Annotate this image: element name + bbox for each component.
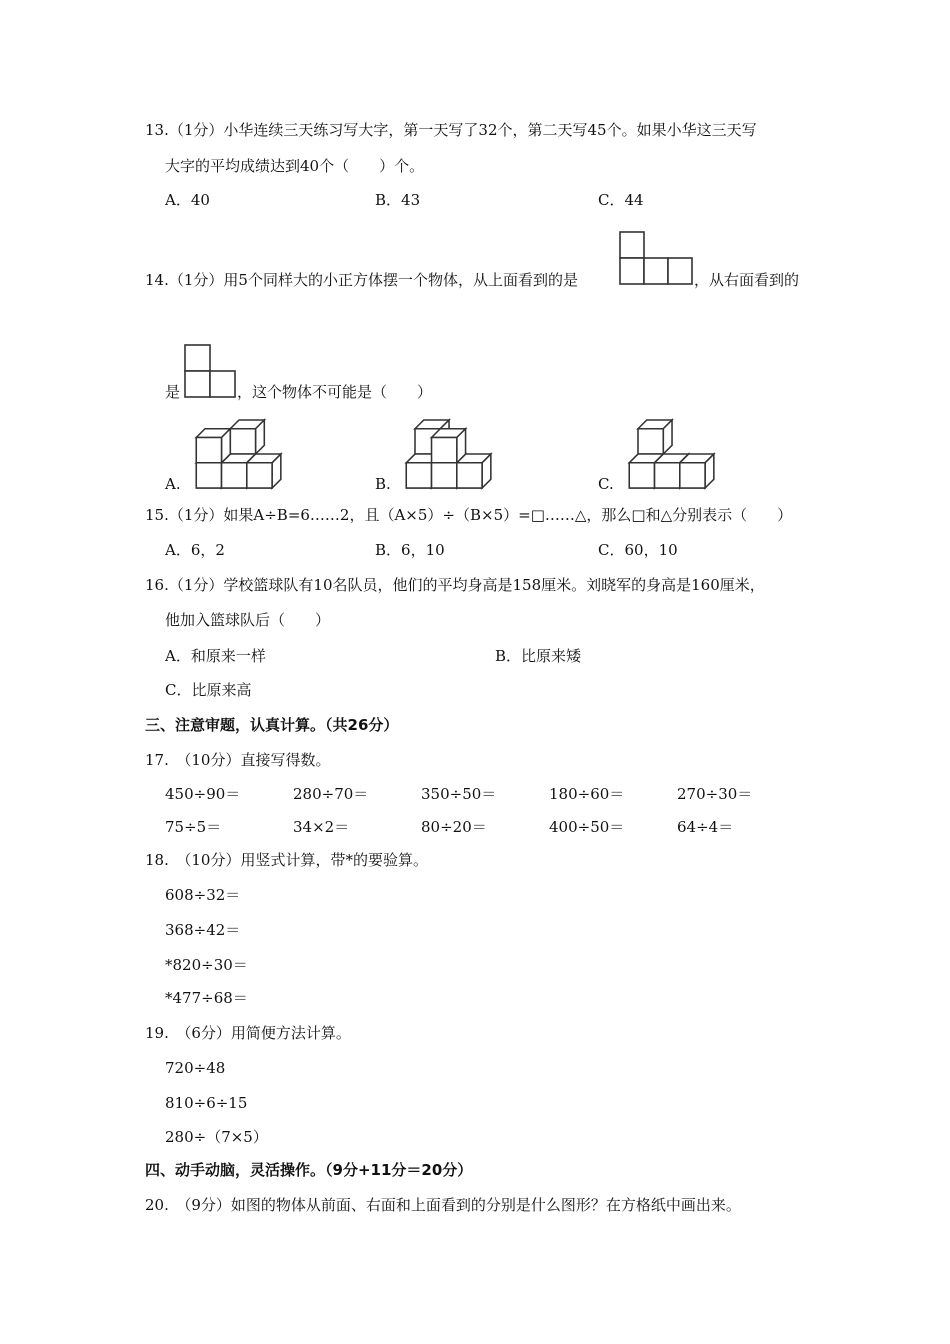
- q18-item: 368÷42＝: [165, 921, 241, 939]
- q17-item: 80÷20＝: [421, 818, 487, 836]
- q17-title: 17. （10分）直接写得数。: [145, 751, 331, 769]
- q16-option-c: C．比原来高: [165, 681, 252, 699]
- cube-front-face: [638, 429, 663, 454]
- q16-line1: 16.（1分）学校篮球队有10名队员，他们的平均身高是158厘米。刘晓军的身高是160厘米，: [145, 576, 765, 594]
- q18-title: 18. （10分）用竖式计算，带*的要验算。: [145, 851, 428, 869]
- q16-option-a: A．和原来一样: [165, 647, 266, 665]
- q17-item: 280÷70＝: [293, 785, 369, 803]
- q17-item: 34×2＝: [293, 818, 350, 836]
- cube-front-face: [432, 463, 457, 488]
- q18-item: *477÷68＝: [165, 989, 248, 1007]
- q13-line1: 13.（1分）小华连续三天练习写大字，第一天写了32个，第二天写45个。如果小华这三天写: [145, 121, 757, 139]
- cube-front-face: [406, 463, 431, 488]
- option-a-cube-figure: [195, 420, 285, 490]
- option-b-cube-figure: [405, 420, 495, 490]
- section4-heading: 四、动手动脑，灵活操作。（9分+11分＝20分）: [145, 1161, 473, 1179]
- q14-line2a: 是: [165, 383, 181, 401]
- cube-front-face: [196, 463, 221, 488]
- cube-front-face: [247, 463, 272, 488]
- q14-line2b: ，这个物体不可能是（ ）: [237, 383, 433, 401]
- q13-option-c: C．44: [598, 191, 644, 209]
- q18-item: *820÷30＝: [165, 956, 248, 974]
- q13-option-b: B．43: [375, 191, 421, 209]
- q17-item: 400÷50＝: [549, 818, 625, 836]
- cube-front-face: [222, 463, 247, 488]
- q17-item: 450÷90＝: [165, 785, 241, 803]
- cube-front-face: [196, 438, 221, 463]
- q19-title: 19. （6分）用简便方法计算。: [145, 1024, 351, 1042]
- q13-line2: 大字的平均成绩达到40个（ ）个。: [165, 157, 425, 175]
- q14-line1a: 14.（1分）用5个同样大的小正方体摆一个物体，从上面看到的是: [145, 271, 578, 289]
- cube-front-face: [230, 429, 255, 454]
- q17-item: 75÷5＝: [165, 818, 222, 836]
- q17-item: 64÷4＝: [677, 818, 734, 836]
- cube-front-face: [457, 463, 482, 488]
- q16-line2: 他加入篮球队后（ ）: [165, 611, 331, 629]
- q18-item: 608÷32＝: [165, 886, 241, 904]
- q15-line1: 15.（1分）如果A÷B=6……2，且（A×5）÷（B×5）=□……△，那么□和△分别表示（ ）: [145, 506, 793, 524]
- q17-item: 270÷30＝: [677, 785, 753, 803]
- cube-front-face: [432, 438, 457, 463]
- q19-item: 720÷48: [165, 1059, 226, 1077]
- q16-option-b: B．比原来矮: [495, 647, 582, 665]
- right-view-figure: [185, 345, 237, 399]
- q20-title: 20. （9分）如图的物体从前面、右面和上面看到的分别是什么图形？在方格纸中画出来。: [145, 1196, 741, 1214]
- q13-option-a: A．40: [165, 191, 210, 209]
- cube-front-face: [629, 463, 654, 488]
- q19-item: 280÷（7×5）: [165, 1128, 268, 1146]
- q15-option-c: C．60，10: [598, 541, 678, 559]
- q17-item: 180÷60＝: [549, 785, 625, 803]
- q15-option-a: A．6，2: [165, 541, 225, 559]
- q19-item: 810÷6÷15: [165, 1094, 248, 1112]
- q14-option-a-label: A.: [165, 475, 181, 493]
- q14-option-b-label: B.: [375, 475, 391, 493]
- cube-front-face: [655, 463, 680, 488]
- q17-item: 350÷50＝: [421, 785, 497, 803]
- q14-option-c-label: C.: [598, 475, 614, 493]
- q14-line1b: ，从右面看到的: [694, 271, 800, 289]
- q15-option-b: B．6，10: [375, 541, 445, 559]
- cube-front-face: [680, 463, 705, 488]
- section3-heading: 三、注意审题，认真计算。（共26分）: [145, 716, 399, 734]
- option-c-cube-figure: [628, 420, 718, 490]
- top-view-figure: [620, 232, 694, 286]
